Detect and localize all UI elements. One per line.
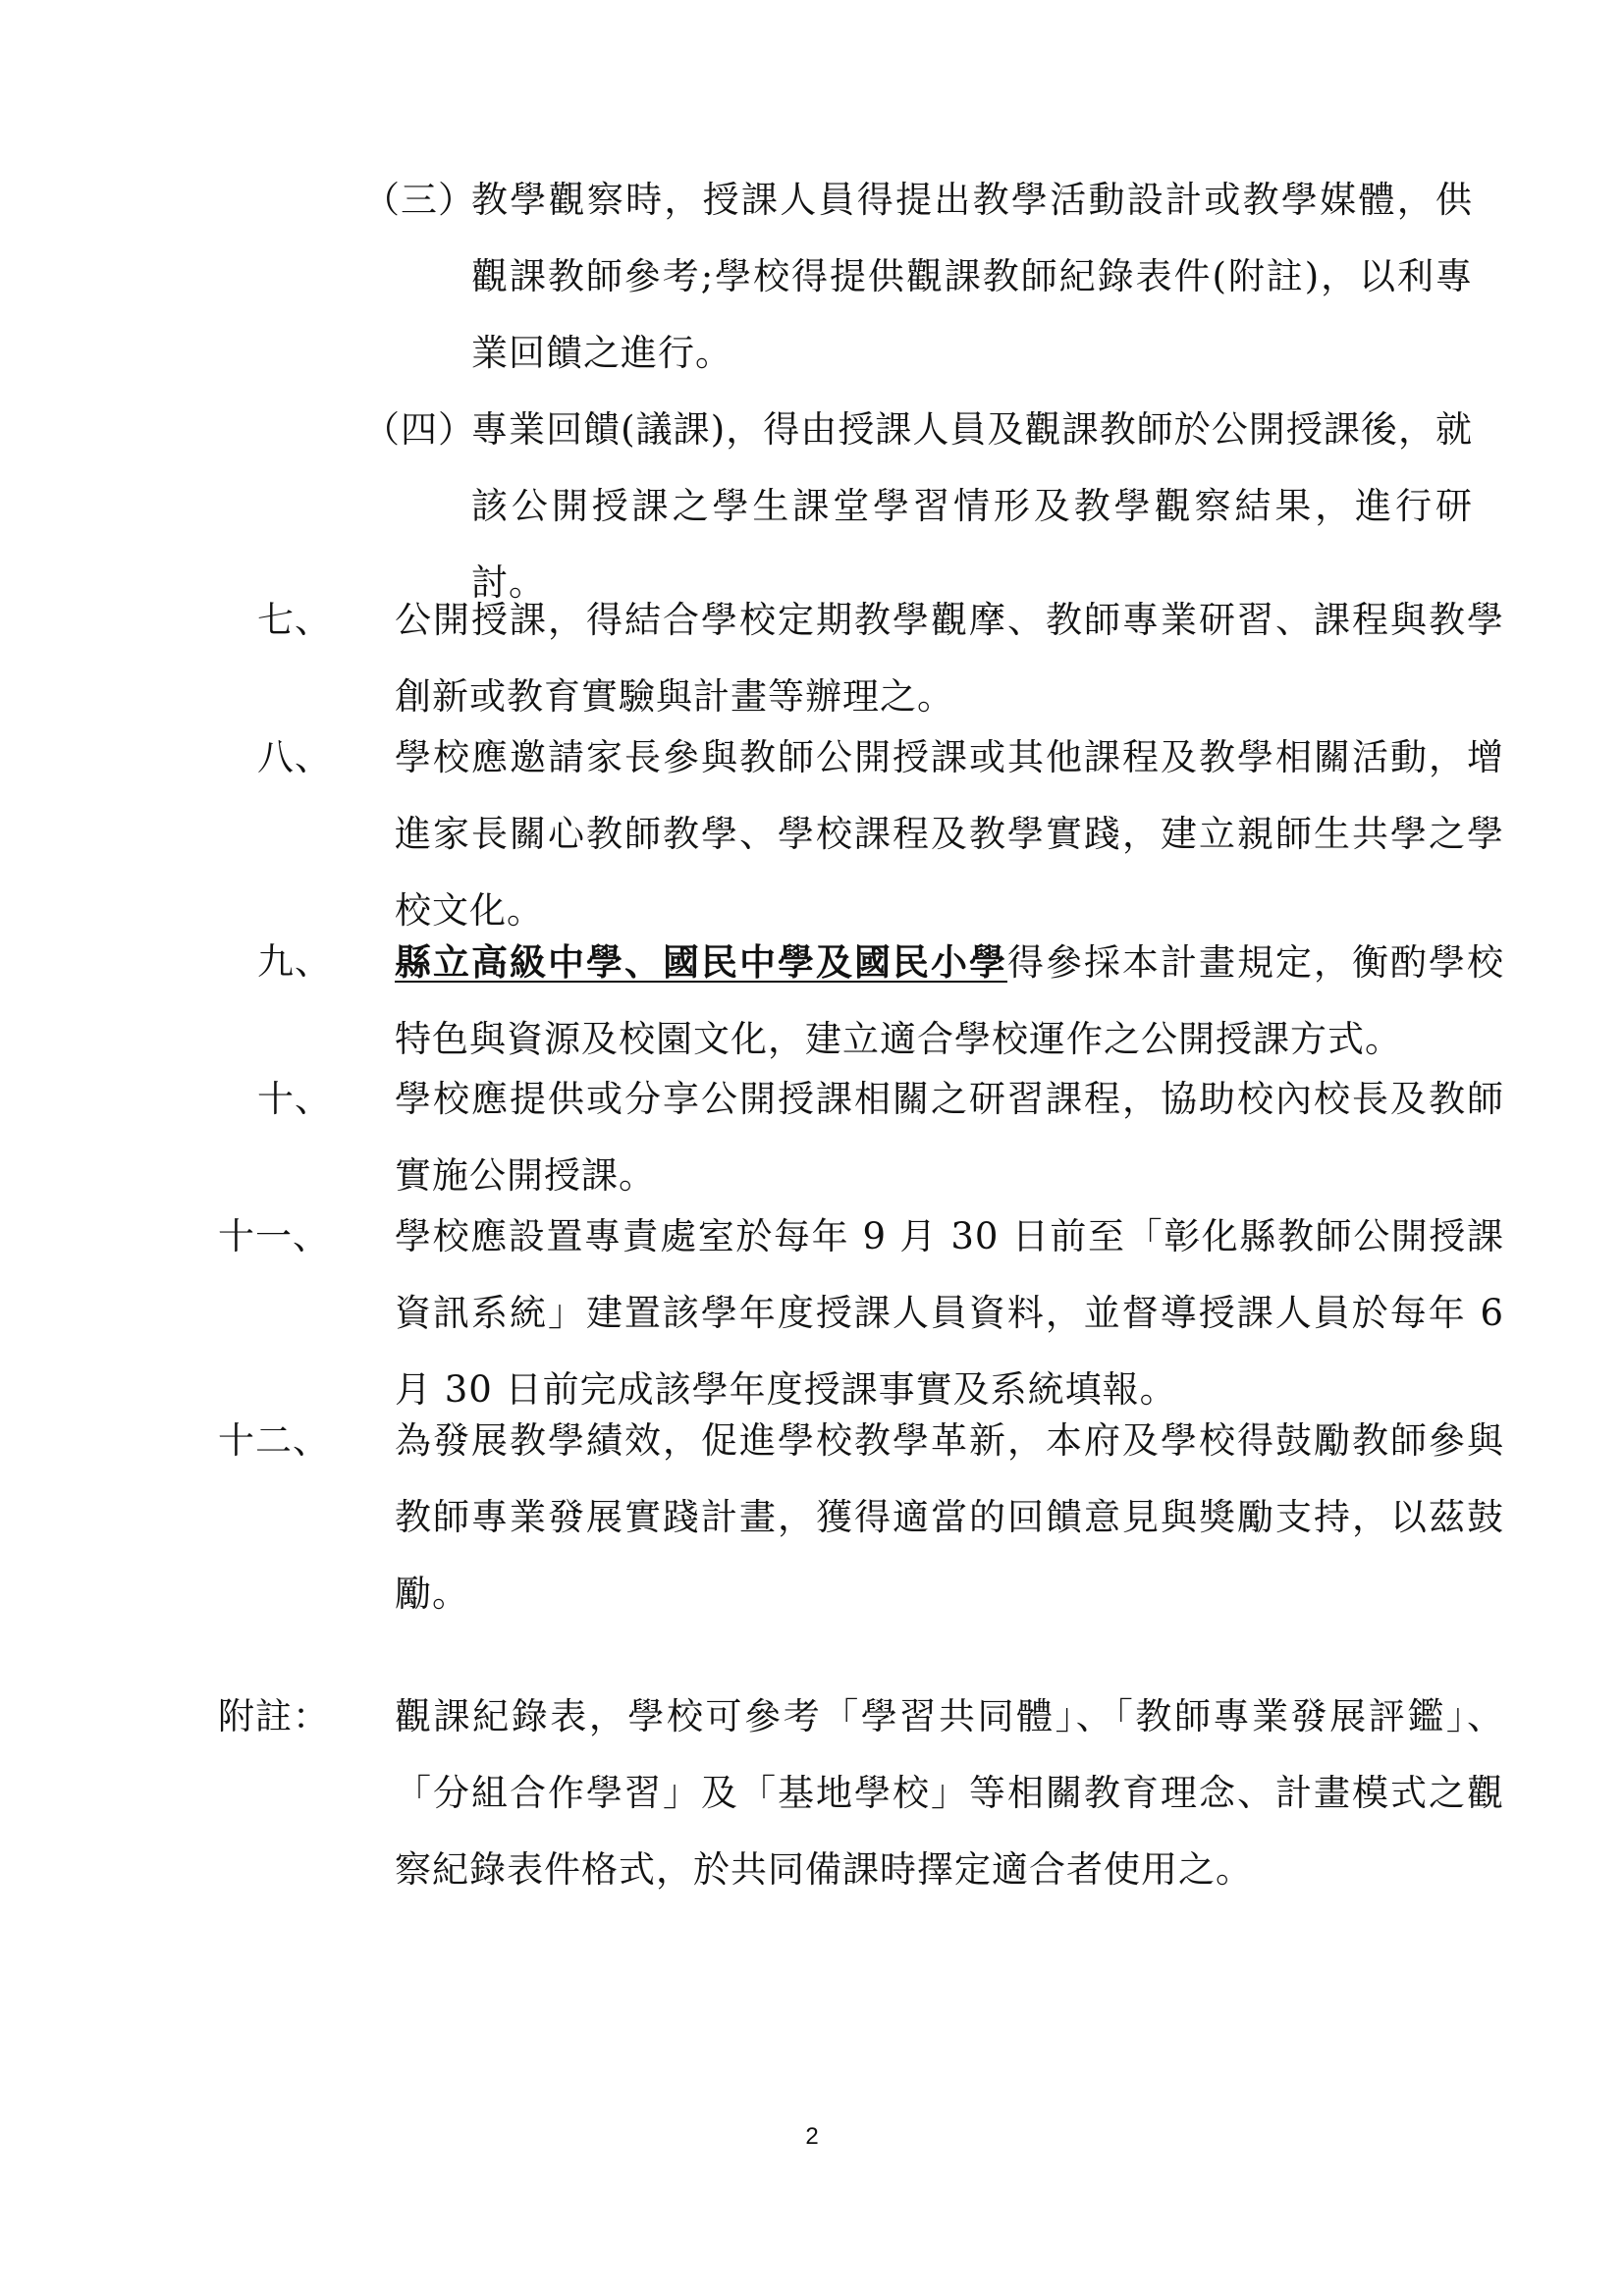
item-marker: （四） <box>363 408 475 451</box>
item-text: 學校應邀請家長參與教師公開授課或其他課程及教學相關活動，增進家長關心教師教學、學校課程及教學實踐，建立親師生共學之學校文化。 <box>395 736 1504 932</box>
item-marker: 十二、 <box>218 1419 330 1462</box>
item-text: 教學觀察時，授課人員得提出教學活動設計或教學媒體，供觀課教師參考;學校得提供觀課教師紀錄表件(附註)，以利專業回饋之進行。 <box>471 179 1473 374</box>
page-number: 2 <box>805 2123 819 2150</box>
item-marker: 十、 <box>257 1078 332 1120</box>
item-text-rest: 得參採本計畫規定，衡酌學校特色與資源及校園文化，建立適合學校運作之公開授課方式。 <box>395 941 1504 1060</box>
item-marker: （三） <box>363 179 475 221</box>
footnote-marker: 附註： <box>218 1695 330 1737</box>
item-marker: 八、 <box>257 736 332 778</box>
item-marker: 九、 <box>257 940 332 983</box>
footnote-text: 觀課紀錄表，學校可參考「學習共同體」、「教師專業發展評鑑」、「分組合作學習」及「基地學校」等相關教育理念、計畫模式之觀察紀錄表件格式，於共同備課時擇定適合者使用之。 <box>395 1695 1504 1891</box>
item-text: 學校應設置專責處室於每年 9 月 30 日前至「彰化縣教師公開授課資訊系統」建置該學年度授課人員資料，並督導授課人員於每年 6 月 30 日前完成該學年度授課事實及系統填報。 <box>395 1215 1504 1411</box>
item-text: 公開授課，得結合學校定期教學觀摩、教師專業研習、課程與教學創新或教育實驗與計畫等辦理之。 <box>395 599 1504 718</box>
item-marker: 七、 <box>257 599 332 641</box>
item-text: 專業回饋(議課)，得由授課人員及觀課教師於公開授課後，就該公開授課之學生課堂學習情形及教學觀察結果，進行研討。 <box>471 408 1473 604</box>
item-text: 為發展教學績效，促進學校教學革新，本府及學校得鼓勵教師參與教師專業發展實踐計畫，獲得適當的回饋意見與獎勵支持，以茲鼓勵。 <box>395 1419 1504 1615</box>
item-marker: 十一、 <box>218 1215 330 1257</box>
item-text <box>395 924 1504 1078</box>
emphasized-text: 縣立高級中學、國民中學及國民小學 <box>395 940 1007 984</box>
item-text: 學校應提供或分享公開授課相關之研習課程，協助校內校長及教師實施公開授課。 <box>395 1078 1504 1197</box>
